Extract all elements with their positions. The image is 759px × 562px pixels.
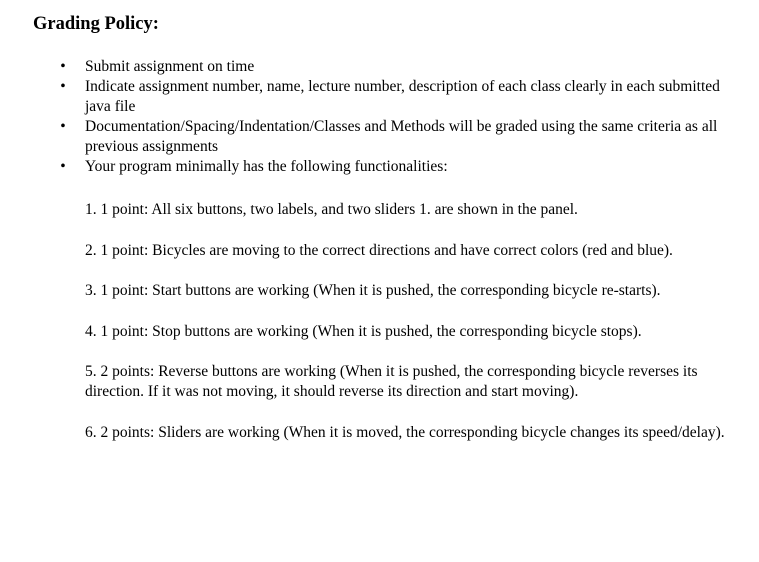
bullet-icon: • <box>60 78 66 95</box>
functionality-point: 1. 1 point: All six buttons, two labels, and two sliders 1. are shown in the panel. <box>85 201 578 218</box>
bullet-icon: • <box>60 158 66 175</box>
bullet-icon: • <box>60 58 66 75</box>
functionality-point: 6. 2 points: Sliders are working (When it is moved, the corresponding bicycle changes its speed/delay). <box>85 423 725 441</box>
functionality-point: 3. 1 point: Start buttons are working (When it is pushed, the corresponding bicycle re-starts). <box>85 282 661 299</box>
list-item-text: Your program minimally has the following functionalities: <box>85 158 448 175</box>
list-item <box>57 77 737 117</box>
requirements-list <box>57 57 737 177</box>
functionality-point: 4. 1 point: Stop buttons are working (When it is pushed, the corresponding bicycle stops). <box>85 322 642 340</box>
list-item <box>57 57 737 77</box>
functionality-points-list <box>85 200 740 463</box>
list-item-text: Documentation/Spacing/Indentation/Classes and Methods will be graded using the same criteria as all previous assignments <box>85 118 718 155</box>
page-title: Grading Policy: <box>33 14 159 34</box>
bullet-icon: • <box>60 118 66 135</box>
list-item <box>57 117 737 157</box>
functionality-point: 2. 1 point: Bicycles are moving to the correct directions and have correct colors (red and blue). <box>85 241 673 259</box>
functionality-point: 5. 2 points: Reverse buttons are working (When it is pushed, the corresponding bicycle reverses its direction. If it was not moving, it should reverse its direction and start moving). <box>85 363 698 400</box>
list-item <box>57 157 737 177</box>
list-item-text: Submit assignment on time <box>85 58 255 75</box>
list-item-text: Indicate assignment number, name, lecture number, description of each class clearly in each submitted java file <box>85 78 720 115</box>
